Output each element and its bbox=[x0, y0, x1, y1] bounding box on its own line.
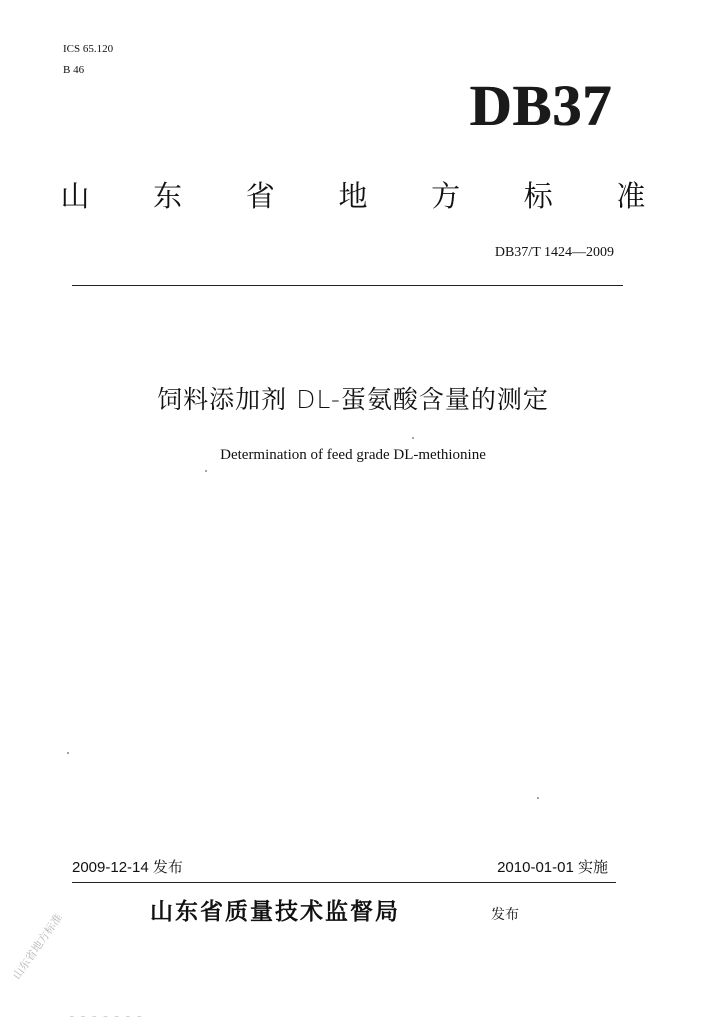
standard-number: DB37/T 1424—2009 bbox=[494, 245, 614, 260]
ics-code: ICS 65.120 bbox=[63, 43, 114, 55]
scan-speck bbox=[537, 797, 539, 799]
publisher-name: 山东省质量技术监督局 bbox=[150, 899, 400, 925]
document-title-english: Determination of feed grade DL-methionine bbox=[220, 447, 486, 463]
document-title-chinese: 饲料添加剂 DL-蛋氨酸含量的测定 bbox=[157, 385, 549, 414]
scan-speck bbox=[67, 752, 69, 754]
db-logo: DB37 bbox=[469, 73, 612, 138]
issue-date: 2009-12-14 发布 bbox=[72, 859, 183, 876]
standard-type-heading bbox=[55, 176, 651, 216]
standard-type-char: 东 bbox=[153, 179, 183, 213]
ccs-code: B 46 bbox=[63, 64, 85, 76]
implementation-date: 2010-01-01 实施 bbox=[497, 859, 608, 876]
standard-type-char: 标 bbox=[523, 179, 553, 213]
standard-type-char: 方 bbox=[431, 179, 461, 213]
publish-label: 发布 bbox=[491, 907, 519, 923]
standard-type-char: 准 bbox=[616, 179, 646, 213]
standard-type-char: 地 bbox=[338, 179, 368, 213]
scan-speck bbox=[412, 437, 414, 439]
standard-type-char: 省 bbox=[245, 179, 275, 213]
scan-marks: — — — — — — — bbox=[70, 1013, 143, 1020]
top-divider bbox=[72, 285, 623, 286]
bottom-divider bbox=[72, 882, 616, 883]
scan-speck bbox=[205, 470, 207, 472]
watermark-stamp: 山东省地方标准 bbox=[10, 911, 65, 982]
standard-type-char: 山 bbox=[60, 179, 90, 213]
